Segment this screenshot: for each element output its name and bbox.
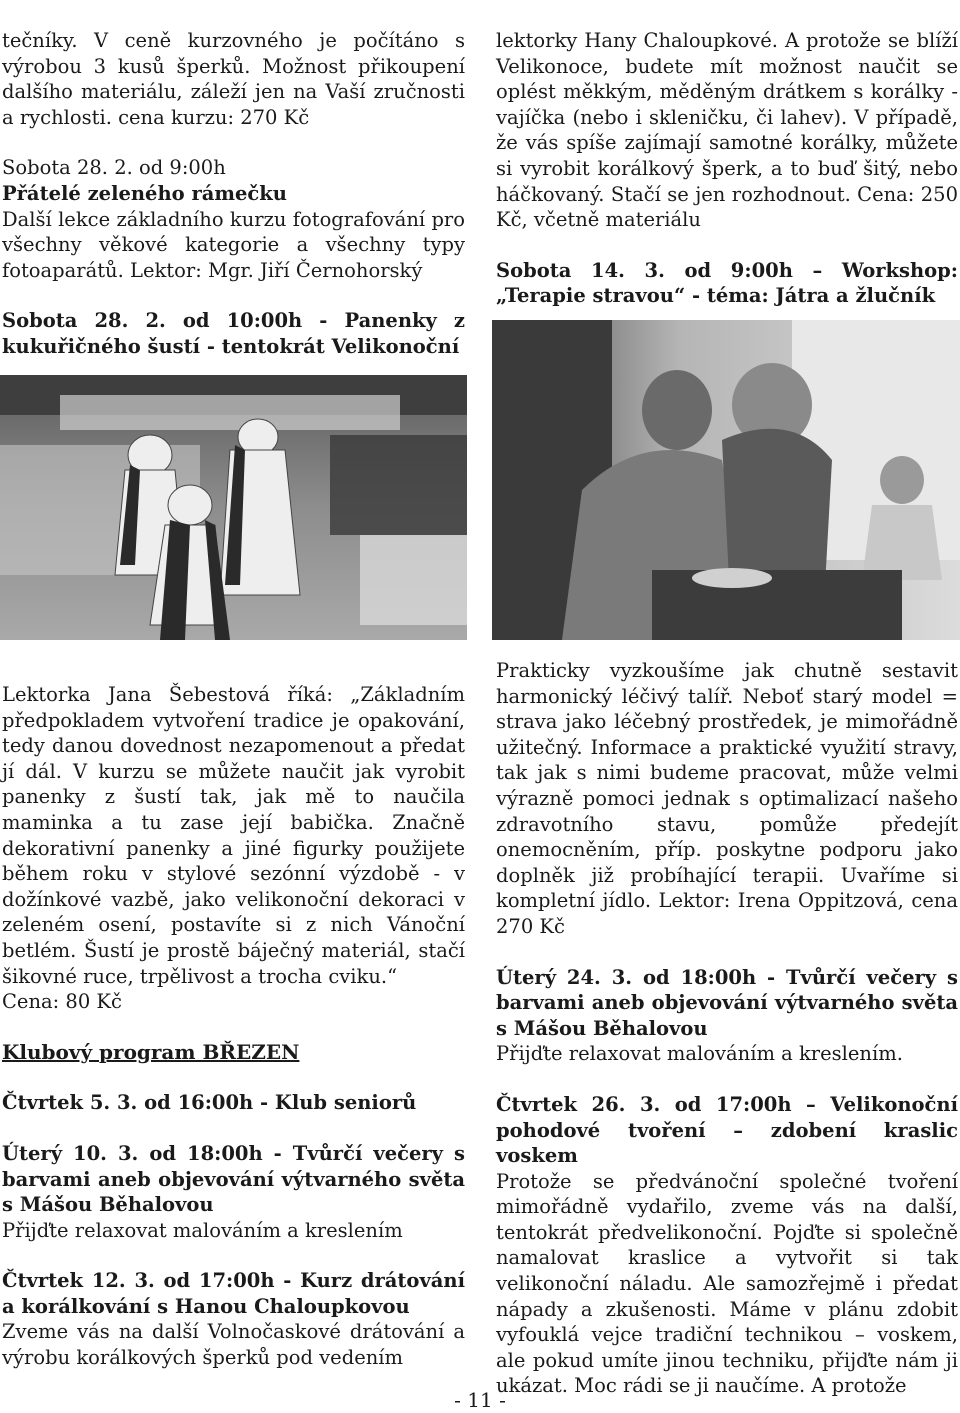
price: Cena: 80 Kč [2, 990, 122, 1014]
event-description: Protože se předvánoční společné tvoření mimořádně vydařilo, zveme vás na další, tentokrát předvelikonoční. Pojďte si společně namalovat kraslice a vytvořit si tak velikonoční náladu. Ale samozřejmě i předat nápady a zkušenosti. Máme v plánu zdobit vyfouklá vejce tradiční technikou – voskem, ale pokud umíte jinou techniku, přijďte nám ji ukázat. Moc rádi se ji naučíme. A protože [496, 1169, 958, 1398]
cooking-workshop-photo [492, 320, 960, 640]
corn-husk-dolls-photo [0, 375, 467, 640]
bottom-left-column [2, 682, 465, 1371]
top-left-column [2, 28, 465, 360]
page-number: - 11 - [454, 1388, 506, 1412]
event-title: Čtvrtek 12. 3. od 17:00h - Kurz drátování a korálkování s Hanou Chaloupkovou [2, 1269, 465, 1318]
section-heading [2, 1040, 465, 1066]
workshop-paragraph: lektorky Hany Chaloupkové. A protože se blíží Velikonoce, budete mít možnost naučit se oplést měkkým, měděným drátkem s korálky - vajíčka (nebo i skleničku, či lahev). V případě, že vás spíše zajímají samotné korálky, můžete si vyrobit korálkový šperk, a to buď šitý, nebo háčkovaný. Stačí se jen rozhodnout. Cena: 250 Kč, včetně materiálu [496, 29, 958, 232]
lecturer-quote: Lektorka Jana Šebestová říká: „Základním předpokladem vytvoření tradice je opakování, tedy danou dovednost nezapomenout a předat jí dál. V kurzu se můžete naučit jak vyrobit panenky z šustí tak, jak mě to naučila maminka a tu zase její babička. Značně dekorativní panenky a jiné figurky použijete během roku v stylové sezónní výzdobě - v dožínkové vazbě, jako velikonoční dekoraci v zeleném osení, postavíte si z nich Vánoční betlém. Šustí je prostě báječný materiál, stačí šikovné ruce, trpělivost a trocha cviku.“ [2, 683, 465, 988]
event-description: Přijďte relaxovat malováním a kreslením [2, 1218, 403, 1242]
event-title: Sobota 28. 2. od 10:00h - Panenky z kukuřičného šustí - tentokrát Velikonoční [2, 309, 465, 358]
event-description: Zveme vás na další Volnočaskové drátování a výrobu korálkových šperků pod vedením [2, 1320, 465, 1370]
top-right-column [496, 28, 958, 309]
event-description: Další lekce základního kurzu fotografování pro všechny věkové kategorie a všechny typy fotoaparátů. Lektor: Mgr. Jiří Černohorský [2, 207, 465, 282]
event-title: Úterý 10. 3. od 18:00h - Tvůrčí večery s barvami aneb objevování výtvarného světa s Mášou Běhalovou [2, 1141, 465, 1217]
event-title: Čtvrtek 5. 3. od 16:00h - Klub seniorů [2, 1091, 417, 1115]
diet-description: Prakticky vyzkoušíme jak chutně sestavit harmonický léčivý talíř. Neboť starý model = strava jako léčebný prostředek, je mimořádně užitečný. Informace a praktické využití stravy, tak jak s nimi budeme pracovat, může velmi výrazně pomoci jednak s optimalizací našeho zdravotního stavu, pomůže předejít onemocněním, příp. poskytne podporu jako doplněk již probíhající terapii. Uvaříme si kompletní jídlo. Lektor: Irena Oppitzová, cena 270 Kč [496, 659, 958, 938]
bottom-right-column [496, 658, 958, 1399]
event-title: Sobota 14. 3. od 9:00h – Workshop: „Terapie stravou“ - téma: Játra a žlučník [496, 258, 958, 308]
event-title: Přátelé zeleného rámečku [2, 181, 287, 205]
event-date: Sobota 28. 2. od 9:00h [2, 156, 226, 180]
section-heading-text: Klubový program BŘEZEN [2, 1039, 300, 1064]
event-title: Čtvrtek 26. 3. od 17:00h – Velikonoční pohodové tvoření – zdobení kraslic voskem [496, 1092, 958, 1168]
event-description: Přijďte relaxovat malováním a kreslením. [496, 1042, 903, 1066]
intro-paragraph: tečníky. V ceně kurzovného je počítáno s výrobou 3 kusů šperků. Možnost přikoupení dalšího materiálu, záleží jen na Vaší zručnosti a rychlosti. cena kurzu: 270 Kč [2, 29, 465, 129]
event-title: Úterý 24. 3. od 18:00h - Tvůrčí večery s barvami aneb objevování výtvarného světa s Mášou Běhalovou [496, 965, 958, 1040]
